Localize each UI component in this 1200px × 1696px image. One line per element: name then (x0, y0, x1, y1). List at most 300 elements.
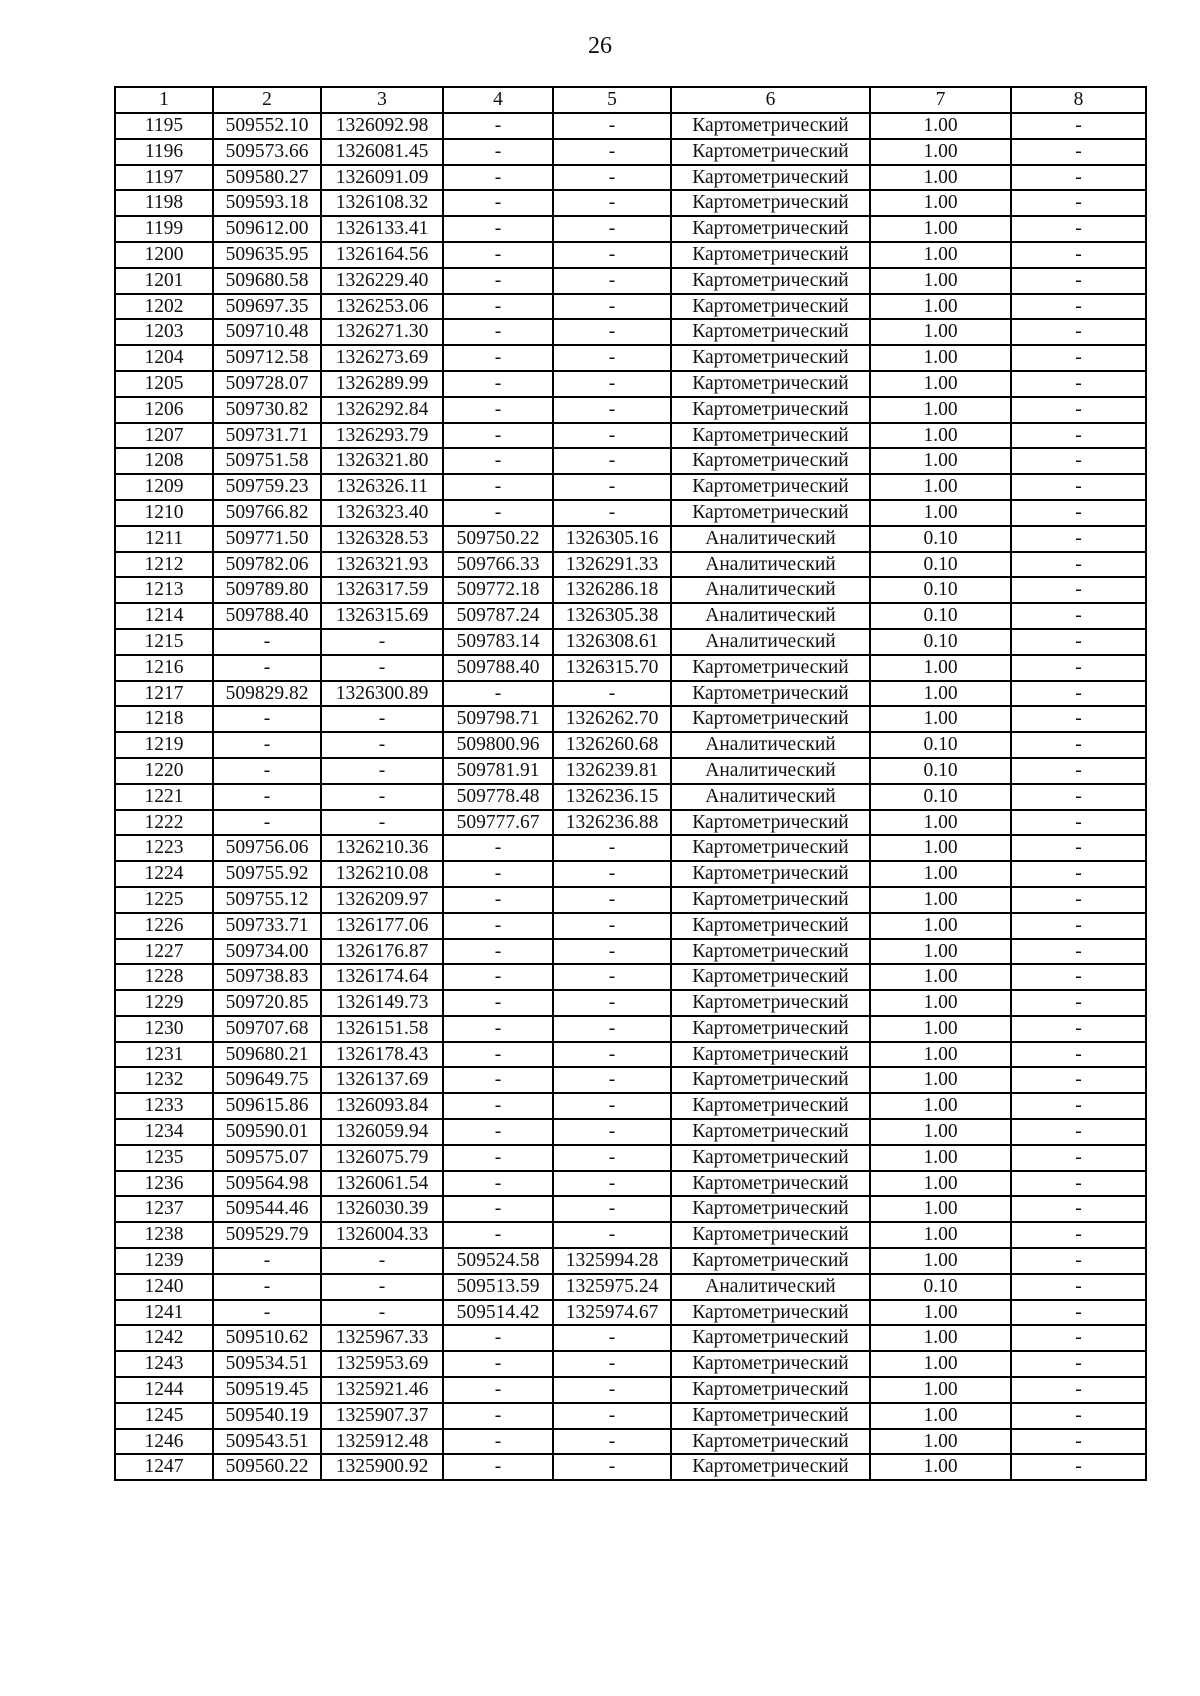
cell-x-coordinate-prev: - (443, 1403, 553, 1429)
cell-y-coordinate: 1326210.36 (321, 835, 443, 861)
cell-y-coordinate: 1326133.41 (321, 216, 443, 242)
cell-y-coordinate-prev: - (553, 964, 671, 990)
cell-method: Картометрический (671, 1093, 870, 1119)
cell-x-coordinate-prev: - (443, 242, 553, 268)
table-row (115, 990, 1146, 1016)
cell-y-coordinate: 1326315.69 (321, 603, 443, 629)
cell-x-coordinate: 509575.07 (213, 1145, 321, 1171)
cell-x-coordinate-prev: - (443, 294, 553, 320)
cell-method: Картометрический (671, 835, 870, 861)
cell-x-coordinate: 509734.00 (213, 939, 321, 965)
cell-accuracy: 1.00 (870, 242, 1011, 268)
cell-y-coordinate: 1326030.39 (321, 1196, 443, 1222)
cell-note: - (1011, 964, 1146, 990)
table-row (115, 500, 1146, 526)
cell-point-number: 1213 (115, 577, 213, 603)
cell-note: - (1011, 603, 1146, 629)
cell-y-coordinate-prev: 1325994.28 (553, 1248, 671, 1274)
cell-note: - (1011, 216, 1146, 242)
table-row (115, 242, 1146, 268)
cell-x-coordinate: - (213, 732, 321, 758)
cell-x-coordinate-prev: 509778.48 (443, 784, 553, 810)
cell-x-coordinate-prev: - (443, 861, 553, 887)
cell-y-coordinate-prev: 1325975.24 (553, 1274, 671, 1300)
cell-y-coordinate-prev: - (553, 113, 671, 139)
table-row (115, 1145, 1146, 1171)
cell-method: Картометрический (671, 319, 870, 345)
cell-point-number: 1209 (115, 474, 213, 500)
cell-y-coordinate: 1326137.69 (321, 1067, 443, 1093)
cell-method: Аналитический (671, 758, 870, 784)
cell-accuracy: 1.00 (870, 1042, 1011, 1068)
cell-x-coordinate-prev: - (443, 1093, 553, 1119)
cell-note: - (1011, 1300, 1146, 1326)
cell-x-coordinate: - (213, 629, 321, 655)
cell-accuracy: 1.00 (870, 861, 1011, 887)
cell-x-coordinate: 509738.83 (213, 964, 321, 990)
cell-point-number: 1236 (115, 1171, 213, 1197)
cell-x-coordinate-prev: - (443, 1351, 553, 1377)
table-row (115, 1119, 1146, 1145)
cell-accuracy: 1.00 (870, 268, 1011, 294)
cell-x-coordinate-prev: - (443, 1454, 553, 1480)
cell-accuracy: 1.00 (870, 1325, 1011, 1351)
table-row (115, 629, 1146, 655)
cell-x-coordinate-prev: 509750.22 (443, 526, 553, 552)
table-body (115, 113, 1146, 1480)
cell-point-number: 1235 (115, 1145, 213, 1171)
cell-point-number: 1201 (115, 268, 213, 294)
cell-accuracy: 1.00 (870, 1248, 1011, 1274)
cell-x-coordinate: 509544.46 (213, 1196, 321, 1222)
cell-method: Аналитический (671, 1274, 870, 1300)
cell-point-number: 1207 (115, 423, 213, 449)
column-header-2: 2 (213, 87, 321, 113)
cell-accuracy: 1.00 (870, 139, 1011, 165)
cell-method: Картометрический (671, 216, 870, 242)
cell-x-coordinate-prev: 509514.42 (443, 1300, 553, 1326)
cell-note: - (1011, 1119, 1146, 1145)
cell-y-coordinate: 1326271.30 (321, 319, 443, 345)
cell-x-coordinate-prev: - (443, 1196, 553, 1222)
cell-y-coordinate-prev: - (553, 1093, 671, 1119)
cell-point-number: 1210 (115, 500, 213, 526)
cell-y-coordinate: 1326210.08 (321, 861, 443, 887)
table-row (115, 1196, 1146, 1222)
cell-x-coordinate-prev: - (443, 474, 553, 500)
cell-note: - (1011, 913, 1146, 939)
cell-note: - (1011, 1145, 1146, 1171)
cell-x-coordinate: 509680.21 (213, 1042, 321, 1068)
column-header-7: 7 (870, 87, 1011, 113)
cell-method: Картометрический (671, 1067, 870, 1093)
cell-y-coordinate: 1326229.40 (321, 268, 443, 294)
cell-y-coordinate: 1326091.09 (321, 165, 443, 191)
cell-point-number: 1202 (115, 294, 213, 320)
cell-x-coordinate: 509593.18 (213, 190, 321, 216)
table-row (115, 1454, 1146, 1480)
cell-x-coordinate: 509540.19 (213, 1403, 321, 1429)
cell-x-coordinate-prev: 509788.40 (443, 655, 553, 681)
cell-x-coordinate: 509755.12 (213, 887, 321, 913)
cell-x-coordinate-prev: 509787.24 (443, 603, 553, 629)
table-row (115, 1403, 1146, 1429)
cell-y-coordinate: 1326178.43 (321, 1042, 443, 1068)
cell-method: Картометрический (671, 1300, 870, 1326)
cell-y-coordinate-prev: - (553, 939, 671, 965)
cell-y-coordinate: - (321, 810, 443, 836)
cell-method: Картометрический (671, 474, 870, 500)
cell-point-number: 1217 (115, 681, 213, 707)
cell-note: - (1011, 165, 1146, 191)
cell-y-coordinate: - (321, 758, 443, 784)
table-row (115, 758, 1146, 784)
cell-x-coordinate-prev: - (443, 139, 553, 165)
cell-x-coordinate-prev: - (443, 1325, 553, 1351)
cell-x-coordinate-prev: - (443, 913, 553, 939)
cell-y-coordinate-prev: - (553, 242, 671, 268)
cell-note: - (1011, 706, 1146, 732)
cell-note: - (1011, 990, 1146, 1016)
cell-y-coordinate: 1326061.54 (321, 1171, 443, 1197)
cell-x-coordinate: 509612.00 (213, 216, 321, 242)
cell-y-coordinate: 1326151.58 (321, 1016, 443, 1042)
column-header-3: 3 (321, 87, 443, 113)
cell-x-coordinate: - (213, 1248, 321, 1274)
cell-point-number: 1214 (115, 603, 213, 629)
column-header-1: 1 (115, 87, 213, 113)
cell-accuracy: 1.00 (870, 216, 1011, 242)
cell-y-coordinate: 1326321.80 (321, 448, 443, 474)
cell-y-coordinate-prev: - (553, 1119, 671, 1145)
cell-y-coordinate-prev: - (553, 1196, 671, 1222)
cell-method: Картометрический (671, 139, 870, 165)
cell-x-coordinate-prev: - (443, 990, 553, 1016)
cell-point-number: 1245 (115, 1403, 213, 1429)
cell-y-coordinate-prev: - (553, 835, 671, 861)
cell-x-coordinate: - (213, 1274, 321, 1300)
cell-x-coordinate-prev: 509781.91 (443, 758, 553, 784)
cell-y-coordinate: - (321, 706, 443, 732)
cell-y-coordinate-prev: - (553, 500, 671, 526)
table-row (115, 165, 1146, 191)
cell-x-coordinate: 509756.06 (213, 835, 321, 861)
cell-y-coordinate-prev: 1326260.68 (553, 732, 671, 758)
cell-x-coordinate-prev: - (443, 500, 553, 526)
cell-accuracy: 1.00 (870, 474, 1011, 500)
cell-note: - (1011, 552, 1146, 578)
cell-y-coordinate: 1325900.92 (321, 1454, 443, 1480)
cell-accuracy: 1.00 (870, 1300, 1011, 1326)
cell-y-coordinate: 1326321.93 (321, 552, 443, 578)
cell-x-coordinate-prev: - (443, 681, 553, 707)
cell-accuracy: 1.00 (870, 1351, 1011, 1377)
cell-y-coordinate: 1326293.79 (321, 423, 443, 449)
cell-method: Аналитический (671, 784, 870, 810)
cell-note: - (1011, 1454, 1146, 1480)
cell-y-coordinate: 1326253.06 (321, 294, 443, 320)
cell-accuracy: 1.00 (870, 1222, 1011, 1248)
table-row (115, 113, 1146, 139)
cell-y-coordinate: 1326323.40 (321, 500, 443, 526)
cell-y-coordinate: 1326149.73 (321, 990, 443, 1016)
cell-y-coordinate-prev: - (553, 423, 671, 449)
cell-x-coordinate: - (213, 758, 321, 784)
cell-y-coordinate-prev: - (553, 139, 671, 165)
cell-y-coordinate-prev: - (553, 1145, 671, 1171)
cell-point-number: 1197 (115, 165, 213, 191)
cell-x-coordinate: 509635.95 (213, 242, 321, 268)
table-row (115, 1171, 1146, 1197)
cell-y-coordinate-prev: - (553, 1429, 671, 1455)
cell-note: - (1011, 345, 1146, 371)
cell-note: - (1011, 1403, 1146, 1429)
cell-y-coordinate-prev: - (553, 371, 671, 397)
cell-note: - (1011, 474, 1146, 500)
cell-note: - (1011, 1274, 1146, 1300)
table-row (115, 552, 1146, 578)
cell-x-coordinate-prev: - (443, 190, 553, 216)
cell-accuracy: 1.00 (870, 113, 1011, 139)
cell-note: - (1011, 113, 1146, 139)
cell-accuracy: 0.10 (870, 732, 1011, 758)
cell-note: - (1011, 448, 1146, 474)
cell-y-coordinate: 1326273.69 (321, 345, 443, 371)
cell-y-coordinate: 1326300.89 (321, 681, 443, 707)
cell-x-coordinate: 509710.48 (213, 319, 321, 345)
cell-accuracy: 0.10 (870, 603, 1011, 629)
cell-point-number: 1196 (115, 139, 213, 165)
table-row (115, 345, 1146, 371)
cell-x-coordinate: 509712.58 (213, 345, 321, 371)
cell-point-number: 1226 (115, 913, 213, 939)
cell-point-number: 1219 (115, 732, 213, 758)
table-row (115, 1274, 1146, 1300)
cell-y-coordinate-prev: - (553, 1377, 671, 1403)
cell-accuracy: 1.00 (870, 655, 1011, 681)
table-row (115, 887, 1146, 913)
cell-y-coordinate-prev: - (553, 319, 671, 345)
table-row (115, 526, 1146, 552)
cell-x-coordinate: 509697.35 (213, 294, 321, 320)
cell-x-coordinate-prev: 509524.58 (443, 1248, 553, 1274)
cell-y-coordinate: 1326176.87 (321, 939, 443, 965)
cell-y-coordinate-prev: - (553, 1325, 671, 1351)
cell-method: Картометрический (671, 448, 870, 474)
cell-x-coordinate: 509782.06 (213, 552, 321, 578)
cell-y-coordinate: - (321, 732, 443, 758)
table-row (115, 810, 1146, 836)
cell-method: Картометрический (671, 861, 870, 887)
cell-method: Картометрический (671, 964, 870, 990)
cell-x-coordinate: 509759.23 (213, 474, 321, 500)
cell-accuracy: 1.00 (870, 1403, 1011, 1429)
cell-point-number: 1205 (115, 371, 213, 397)
cell-x-coordinate-prev: - (443, 964, 553, 990)
cell-note: - (1011, 655, 1146, 681)
cell-note: - (1011, 784, 1146, 810)
cell-method: Картометрический (671, 294, 870, 320)
cell-note: - (1011, 1093, 1146, 1119)
cell-x-coordinate-prev: - (443, 1016, 553, 1042)
cell-note: - (1011, 397, 1146, 423)
cell-note: - (1011, 1351, 1146, 1377)
cell-y-coordinate: 1326093.84 (321, 1093, 443, 1119)
cell-method: Картометрический (671, 810, 870, 836)
table-row (115, 1351, 1146, 1377)
cell-y-coordinate: 1325921.46 (321, 1377, 443, 1403)
cell-accuracy: 1.00 (870, 423, 1011, 449)
cell-x-coordinate-prev: 509766.33 (443, 552, 553, 578)
cell-note: - (1011, 1171, 1146, 1197)
cell-point-number: 1199 (115, 216, 213, 242)
cell-x-coordinate: 509534.51 (213, 1351, 321, 1377)
cell-y-coordinate-prev: 1326286.18 (553, 577, 671, 603)
cell-x-coordinate-prev: - (443, 165, 553, 191)
cell-x-coordinate-prev: - (443, 268, 553, 294)
cell-y-coordinate-prev: - (553, 268, 671, 294)
cell-y-coordinate: 1325953.69 (321, 1351, 443, 1377)
cell-y-coordinate: 1326328.53 (321, 526, 443, 552)
column-header-5: 5 (553, 87, 671, 113)
cell-x-coordinate-prev: - (443, 1429, 553, 1455)
cell-x-coordinate: 509552.10 (213, 113, 321, 139)
table-row (115, 268, 1146, 294)
table-row (115, 1016, 1146, 1042)
cell-accuracy: 1.00 (870, 500, 1011, 526)
cell-note: - (1011, 294, 1146, 320)
table-row (115, 371, 1146, 397)
cell-accuracy: 1.00 (870, 1196, 1011, 1222)
cell-y-coordinate: 1325912.48 (321, 1429, 443, 1455)
cell-accuracy: 1.00 (870, 939, 1011, 965)
cell-x-coordinate-prev: - (443, 1222, 553, 1248)
cell-y-coordinate-prev: - (553, 294, 671, 320)
cell-note: - (1011, 1429, 1146, 1455)
cell-accuracy: 0.10 (870, 552, 1011, 578)
cell-x-coordinate: 509788.40 (213, 603, 321, 629)
cell-point-number: 1220 (115, 758, 213, 784)
cell-accuracy: 1.00 (870, 345, 1011, 371)
cell-point-number: 1204 (115, 345, 213, 371)
table-row (115, 1042, 1146, 1068)
cell-x-coordinate-prev: - (443, 1042, 553, 1068)
cell-y-coordinate: 1326289.99 (321, 371, 443, 397)
cell-method: Картометрический (671, 887, 870, 913)
cell-x-coordinate: 509543.51 (213, 1429, 321, 1455)
cell-note: - (1011, 758, 1146, 784)
cell-accuracy: 0.10 (870, 1274, 1011, 1300)
cell-y-coordinate-prev: - (553, 990, 671, 1016)
cell-method: Картометрический (671, 371, 870, 397)
cell-point-number: 1203 (115, 319, 213, 345)
cell-x-coordinate: - (213, 784, 321, 810)
table-row (115, 216, 1146, 242)
cell-y-coordinate-prev: - (553, 345, 671, 371)
cell-y-coordinate: 1326004.33 (321, 1222, 443, 1248)
cell-y-coordinate-prev: - (553, 861, 671, 887)
cell-note: - (1011, 268, 1146, 294)
cell-method: Картометрический (671, 681, 870, 707)
cell-accuracy: 1.00 (870, 165, 1011, 191)
table-row (115, 655, 1146, 681)
table-row (115, 732, 1146, 758)
cell-accuracy: 1.00 (870, 835, 1011, 861)
cell-point-number: 1234 (115, 1119, 213, 1145)
cell-y-coordinate: 1326075.79 (321, 1145, 443, 1171)
cell-note: - (1011, 1377, 1146, 1403)
cell-x-coordinate: 509829.82 (213, 681, 321, 707)
table-row (115, 190, 1146, 216)
cell-accuracy: 1.00 (870, 681, 1011, 707)
cell-accuracy: 1.00 (870, 1016, 1011, 1042)
cell-point-number: 1200 (115, 242, 213, 268)
cell-x-coordinate-prev: - (443, 345, 553, 371)
cell-y-coordinate: 1326174.64 (321, 964, 443, 990)
cell-y-coordinate: - (321, 1248, 443, 1274)
cell-y-coordinate-prev: 1326291.33 (553, 552, 671, 578)
cell-point-number: 1233 (115, 1093, 213, 1119)
cell-method: Аналитический (671, 629, 870, 655)
cell-x-coordinate-prev: - (443, 1377, 553, 1403)
cell-method: Картометрический (671, 113, 870, 139)
table-row (115, 1248, 1146, 1274)
cell-note: - (1011, 577, 1146, 603)
cell-point-number: 1225 (115, 887, 213, 913)
cell-accuracy: 1.00 (870, 887, 1011, 913)
cell-x-coordinate-prev: - (443, 1119, 553, 1145)
cell-x-coordinate: 509560.22 (213, 1454, 321, 1480)
cell-y-coordinate-prev: - (553, 216, 671, 242)
cell-note: - (1011, 861, 1146, 887)
cell-y-coordinate-prev: 1326262.70 (553, 706, 671, 732)
cell-method: Картометрический (671, 1248, 870, 1274)
cell-y-coordinate: 1326326.11 (321, 474, 443, 500)
table-row (115, 681, 1146, 707)
table-row (115, 964, 1146, 990)
cell-note: - (1011, 810, 1146, 836)
cell-method: Картометрический (671, 655, 870, 681)
cell-accuracy: 1.00 (870, 913, 1011, 939)
cell-y-coordinate: 1326164.56 (321, 242, 443, 268)
cell-method: Картометрический (671, 268, 870, 294)
cell-accuracy: 0.10 (870, 526, 1011, 552)
cell-y-coordinate: 1326081.45 (321, 139, 443, 165)
cell-accuracy: 1.00 (870, 1429, 1011, 1455)
cell-method: Картометрический (671, 1119, 870, 1145)
cell-y-coordinate: 1326177.06 (321, 913, 443, 939)
cell-method: Картометрический (671, 939, 870, 965)
cell-point-number: 1222 (115, 810, 213, 836)
table-row (115, 474, 1146, 500)
cell-x-coordinate-prev: 509783.14 (443, 629, 553, 655)
cell-point-number: 1206 (115, 397, 213, 423)
cell-point-number: 1227 (115, 939, 213, 965)
column-header-4: 4 (443, 87, 553, 113)
cell-note: - (1011, 423, 1146, 449)
cell-x-coordinate-prev: - (443, 887, 553, 913)
cell-method: Аналитический (671, 552, 870, 578)
cell-x-coordinate: 509510.62 (213, 1325, 321, 1351)
cell-y-coordinate: 1326292.84 (321, 397, 443, 423)
cell-y-coordinate: 1326108.32 (321, 190, 443, 216)
cell-y-coordinate-prev: - (553, 681, 671, 707)
cell-x-coordinate-prev: - (443, 216, 553, 242)
cell-x-coordinate: 509766.82 (213, 500, 321, 526)
table-row (115, 319, 1146, 345)
cell-note: - (1011, 139, 1146, 165)
cell-x-coordinate: 509590.01 (213, 1119, 321, 1145)
